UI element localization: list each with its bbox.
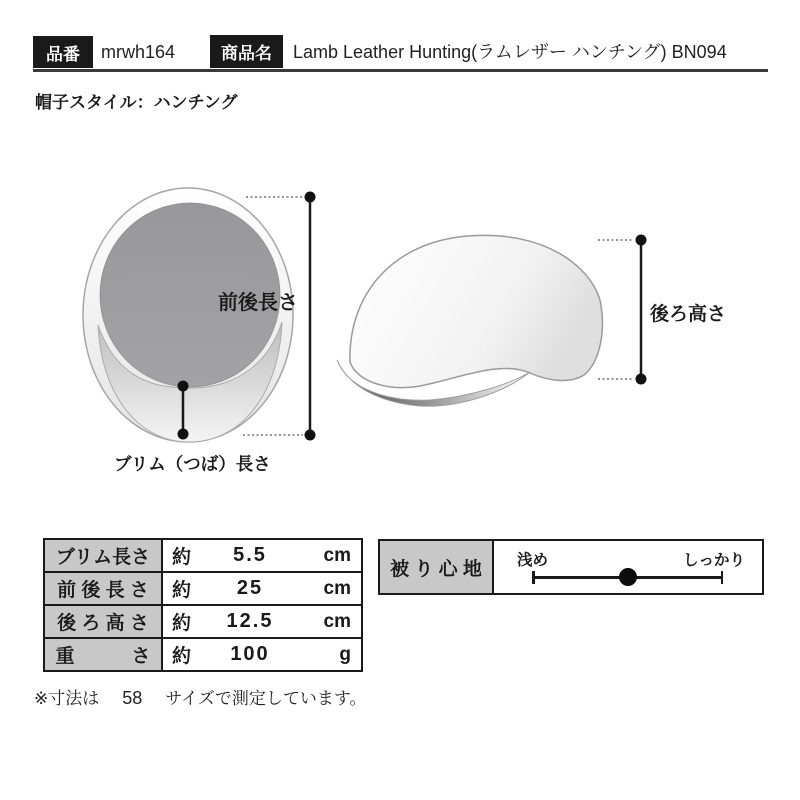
row-unit: g [339,643,351,665]
spec-table [43,538,363,672]
scale-left-label: 浅め [517,552,549,569]
note-suffix: サイズで測定しています。 [165,689,367,708]
product-name-tag: 商品名 [210,35,283,68]
approx-prefix: 約 [172,646,192,667]
hat-style-line: 帽子スタイル：ハンチング [35,93,238,112]
table-row [44,539,362,572]
product-code-tag: 品番 [33,36,93,68]
measurement-diagram [0,140,800,500]
scale-right-label: しっかり [682,552,745,569]
measure-dot [305,430,316,441]
row-label: 前 後 長 さ [44,572,162,605]
table-row [44,605,362,638]
note-size-value: 58 [122,688,143,708]
hat-top-view [83,188,293,442]
row-unit: cm [323,544,351,566]
product-code-value: mrwh164 [101,42,176,62]
note-prefix: ※寸法は [34,689,100,708]
approx-prefix: 約 [172,580,192,601]
row-unit: cm [323,577,351,599]
measure-dot [636,374,647,385]
back-height-label: 後ろ高さ [650,304,727,325]
measure-dot [305,192,316,203]
table-row [44,572,362,605]
row-value: 12.5 [226,610,274,632]
measure-dot [178,429,189,440]
table-row [44,638,362,671]
row-label: 後 ろ 高 さ [44,605,162,638]
header-divider [33,69,768,72]
row-unit: cm [323,610,351,632]
approx-prefix: 約 [172,613,192,634]
size-note [34,684,367,709]
fit-dot [619,568,637,586]
fit-feel-scale [494,541,762,593]
measure-dot [636,235,647,246]
fit-feel-panel [378,539,764,595]
hat-side-view [337,235,602,406]
row-value: 5.5 [233,544,267,566]
hat-crown-side [350,235,602,387]
brim-label: ブリム（つば）長さ [114,454,271,474]
row-label: 重 さ [44,638,162,671]
fit-feel-label: 被 り 心 地 [380,541,494,593]
front-back-label: 前後長さ [218,292,298,314]
row-label: ブリム長さ [44,539,162,572]
back-height-measure [598,235,726,385]
product-name-value: Lamb Leather Hunting(ラムレザー ハンチング) BN094 [293,42,727,62]
row-value: 25 [236,577,264,599]
measure-dot [178,381,189,392]
row-value: 100 [230,643,270,665]
approx-prefix: 約 [172,547,192,568]
